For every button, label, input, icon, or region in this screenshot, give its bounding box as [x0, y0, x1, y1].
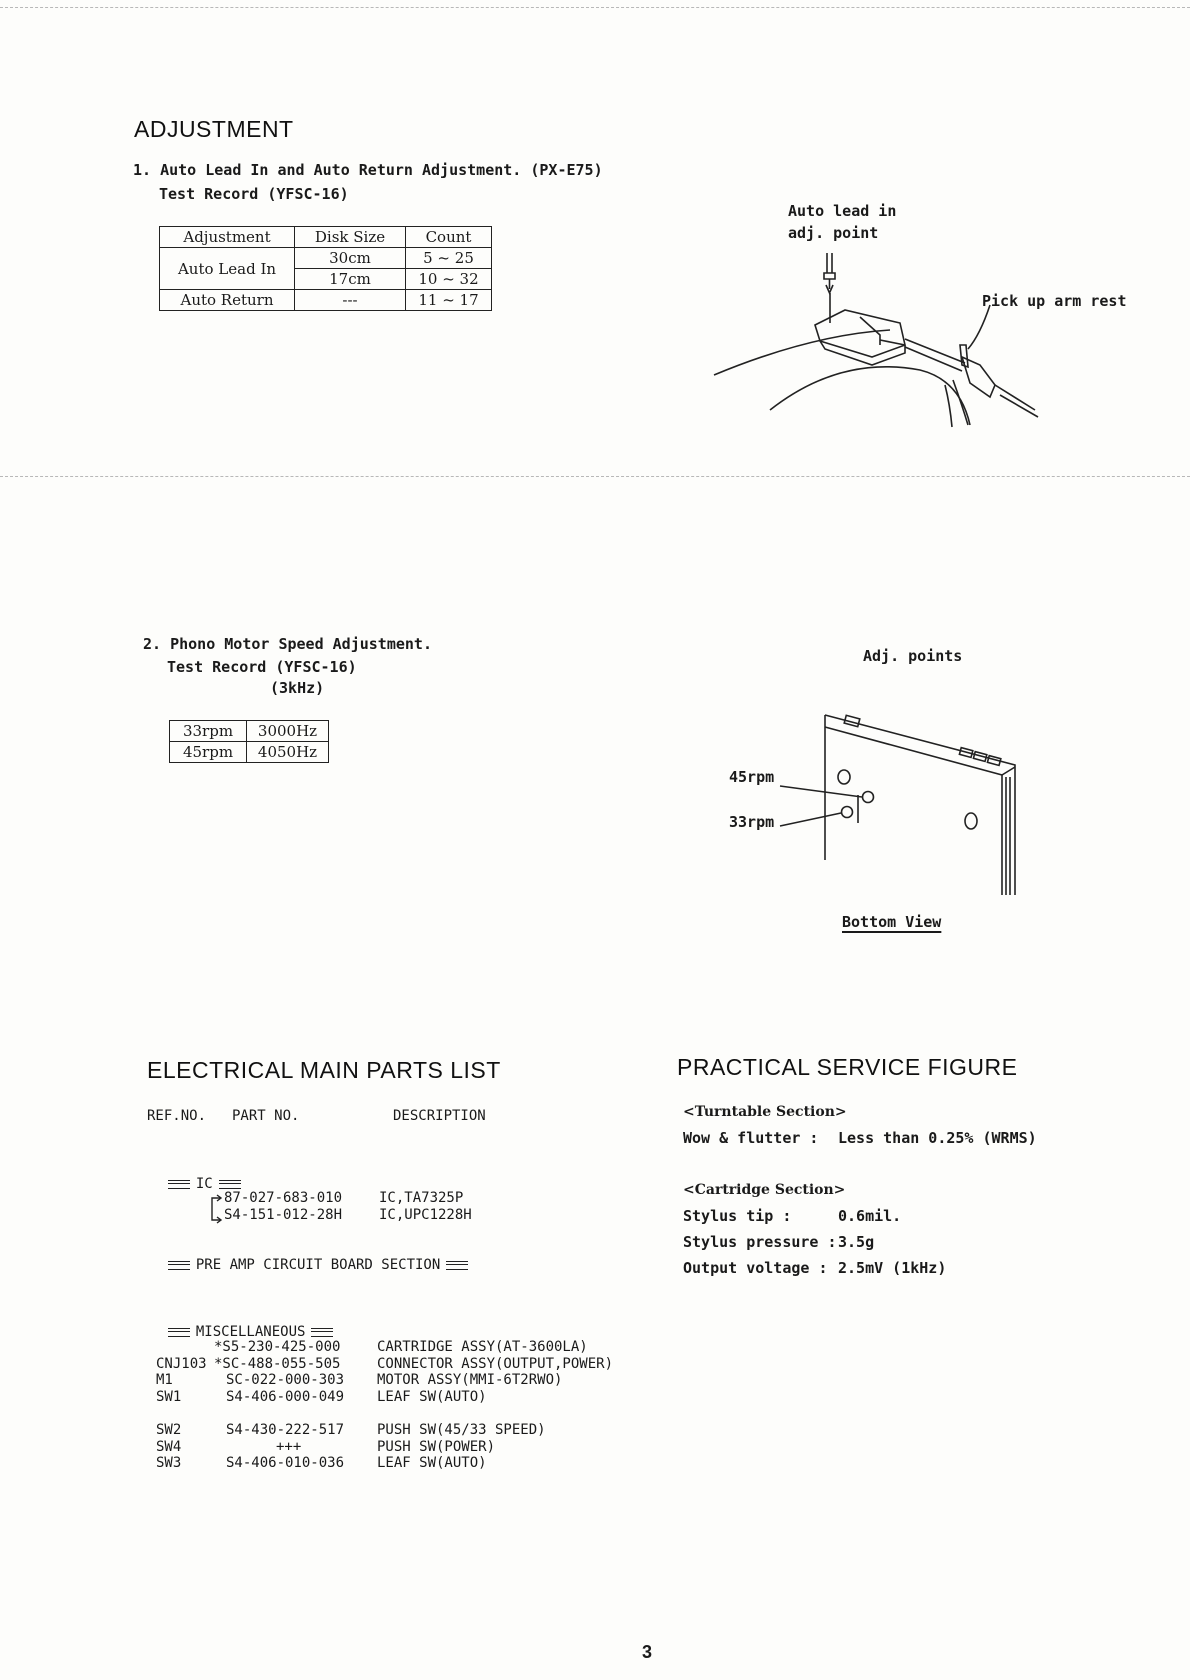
fig2-label-33: 33rpm	[729, 813, 775, 831]
section-bar	[168, 1261, 190, 1270]
auto-lead-table	[159, 226, 492, 311]
desc-cell: PUSH SW(POWER)	[377, 1438, 496, 1455]
table-row	[156, 1356, 613, 1373]
table-row	[156, 1422, 546, 1439]
desc-cell: LEAF SW(AUTO)	[377, 1388, 487, 1405]
desc-cell: LEAF SW(AUTO)	[377, 1455, 487, 1471]
stylus-pressure-value: 3.5g	[838, 1233, 875, 1251]
table-cell: 3000Hz	[247, 721, 329, 742]
table-cell: 10 ~ 32	[406, 269, 492, 290]
section-bar	[311, 1328, 333, 1337]
misc-parts-table-2	[156, 1422, 546, 1472]
part-cell: S4-430-222-517	[226, 1422, 345, 1438]
mid-divider	[0, 476, 1190, 477]
table-cell: 17cm	[295, 269, 406, 290]
ic-part-1: 87-027-683-010	[224, 1190, 343, 1206]
stylus-tip-value: 0.6mil.	[838, 1207, 902, 1225]
turntable-section: <Turntable Section>	[683, 1104, 847, 1120]
ic-section-label: IC	[195, 1176, 213, 1192]
table-row	[156, 1439, 546, 1456]
item2-title: 2. Phono Motor Speed Adjustment.	[143, 635, 432, 653]
ic-desc-1: IC,TA7325P	[379, 1190, 464, 1206]
misc-parts-table	[156, 1339, 613, 1405]
col-ref: REF.NO.	[147, 1108, 207, 1124]
table-cell: 30cm	[295, 248, 406, 269]
cartridge-section: <Cartridge Section>	[683, 1182, 846, 1198]
wow-label: Wow & flutter :	[683, 1129, 819, 1147]
table-cell: 11 ~ 17	[406, 290, 492, 311]
output-voltage-label: Output voltage :	[683, 1259, 828, 1277]
desc-cell: MOTOR ASSY(MMI-6T2RWO)	[377, 1372, 563, 1388]
service-heading: PRACTICAL SERVICE FIGURE	[677, 1054, 1018, 1080]
section-bar	[168, 1328, 190, 1337]
ref-cell: CNJ103	[156, 1355, 207, 1372]
item1-test-record: Test Record (YFSC-16)	[159, 185, 349, 203]
ic-desc-2: IC,UPC1228H	[379, 1207, 472, 1223]
col-part: PART NO.	[232, 1108, 300, 1124]
desc-cell: CARTRIDGE ASSY(AT-3600LA)	[377, 1339, 588, 1355]
table-header: Count	[406, 227, 492, 248]
desc-cell: PUSH SW(45/33 SPEED)	[377, 1422, 546, 1438]
ref-cell: SW4	[156, 1438, 182, 1455]
stylus-tip-label: Stylus tip :	[683, 1207, 792, 1225]
part-cell: *S5-230-425-000	[214, 1339, 341, 1355]
page-number: 3	[642, 1642, 653, 1662]
preamp-section-label: PRE AMP CIRCUIT BOARD SECTION	[195, 1257, 441, 1273]
part-cell: SC-022-000-303	[226, 1372, 345, 1388]
adjustment-heading: ADJUSTMENT	[134, 116, 294, 142]
part-cell: S4-406-010-036	[226, 1455, 345, 1471]
turntable-arm-figure	[700, 245, 1050, 435]
stylus-pressure-label: Stylus pressure :	[683, 1233, 837, 1251]
table-header: Disk Size	[295, 227, 406, 248]
desc-cell: CONNECTOR ASSY(OUTPUT,POWER)	[377, 1355, 614, 1372]
motor-speed-table	[169, 720, 329, 763]
section-bar	[219, 1180, 241, 1189]
ref-cell: SW2	[156, 1422, 182, 1438]
auto-lead-in-cell: Auto Lead In	[160, 248, 295, 290]
col-desc: DESCRIPTION	[393, 1108, 486, 1124]
item1-title: 1. Auto Lead In and Auto Return Adjustment. (PX-E75)	[133, 161, 603, 179]
top-divider	[0, 7, 1190, 8]
table-row	[156, 1455, 546, 1472]
ic-part-2: S4-151-012-28H	[224, 1207, 343, 1223]
auto-return-cell: Auto Return	[160, 290, 295, 311]
fig2-adj-points: Adj. points	[863, 647, 963, 665]
part-cell: +++	[276, 1438, 302, 1455]
table-row	[156, 1389, 613, 1406]
wow-value: Less than 0.25% (WRMS)	[838, 1129, 1037, 1147]
bottom-view-figure	[770, 695, 1030, 905]
fig1-label-lead-2: adj. point	[788, 224, 879, 242]
parts-list-heading: ELECTRICAL MAIN PARTS LIST	[147, 1057, 501, 1083]
table-cell: ---	[295, 290, 406, 311]
misc-section	[145, 1307, 339, 1341]
item2-freq: (3kHz)	[270, 679, 325, 697]
section-bar	[446, 1261, 468, 1270]
ref-cell: M1	[156, 1372, 173, 1388]
table-cell: 33rpm	[170, 721, 247, 742]
ref-cell: SW1	[156, 1388, 182, 1405]
table-cell: 5 ~ 25	[406, 248, 492, 269]
table-cell: 45rpm	[170, 742, 247, 763]
misc-section-label: MISCELLANEOUS	[195, 1324, 306, 1340]
table-row	[156, 1339, 613, 1356]
ref-cell: SW3	[156, 1455, 182, 1471]
item2-test-record: Test Record (YFSC-16)	[167, 658, 357, 676]
fig1-label-lead-1: Auto lead in	[788, 202, 897, 220]
fig2-caption: Bottom View	[842, 913, 942, 931]
preamp-section	[145, 1240, 474, 1274]
part-cell: *SC-488-055-505	[214, 1355, 341, 1372]
table-cell: 4050Hz	[247, 742, 329, 763]
fig2-label-45: 45rpm	[729, 768, 775, 786]
ic-section	[145, 1159, 247, 1193]
part-cell: S4-406-000-049	[226, 1388, 345, 1405]
section-bar	[168, 1180, 190, 1189]
fig1-label-rest: Pick up arm rest	[982, 292, 1127, 310]
table-row	[156, 1372, 613, 1389]
ref-cell	[156, 1339, 214, 1356]
output-voltage-value: 2.5mV (1kHz)	[838, 1259, 947, 1277]
table-header: Adjustment	[160, 227, 295, 248]
